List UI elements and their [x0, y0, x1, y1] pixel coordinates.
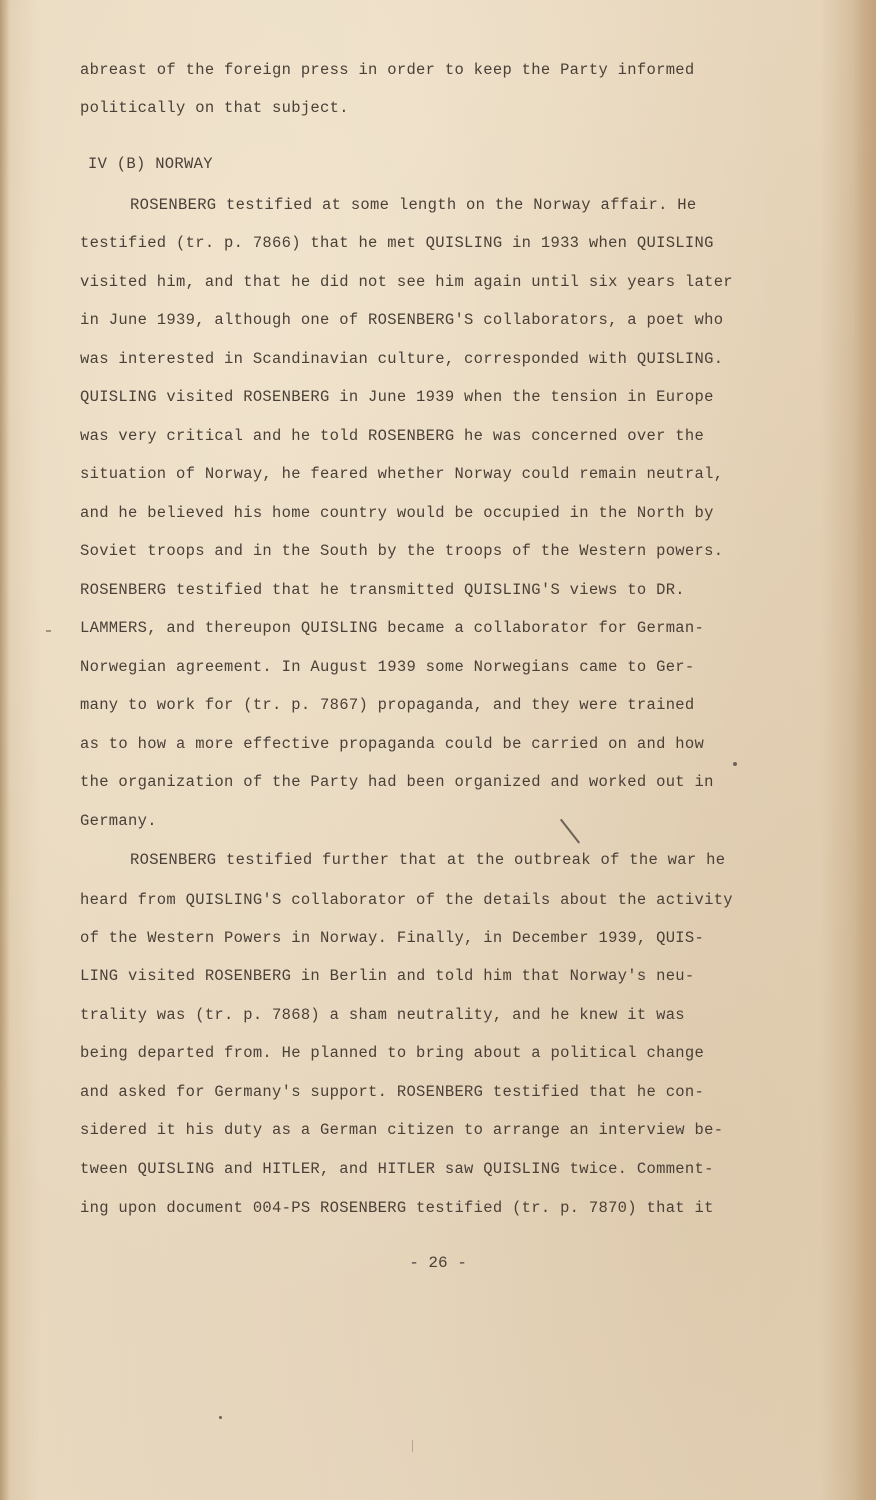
paper-speck	[219, 1416, 222, 1419]
text-line: being departed from. He planned to bring about a political change	[80, 1044, 705, 1062]
text-line: many to work for (tr. p. 7867) propaganda, and they were trained	[80, 696, 695, 714]
text-line: sidered it his duty as a German citizen to arrange an interview be-	[80, 1121, 724, 1139]
text-line: ROSENBERG testified further that at the outbreak of the war he	[130, 851, 726, 869]
text-line: politically on that subject.	[80, 99, 349, 117]
text-line: trality was (tr. p. 7868) a sham neutrality, and he knew it was	[80, 1006, 685, 1024]
text-line: tween QUISLING and HITLER, and HITLER saw QUISLING twice. Comment-	[80, 1160, 714, 1178]
text-line: ROSENBERG testified at some length on the Norway affair. He	[130, 196, 697, 214]
paper-speck	[46, 630, 51, 632]
page-right-edge-shadow	[854, 0, 876, 1500]
text-line: Soviet troops and in the South by the troops of the Western powers.	[80, 542, 724, 560]
text-line: Germany.	[80, 812, 157, 830]
text-line: QUISLING visited ROSENBERG in June 1939 when the tension in Europe	[80, 388, 714, 406]
text-line: was interested in Scandinavian culture, corresponded with QUISLING.	[80, 350, 724, 368]
section-heading: IV (B) NORWAY	[88, 155, 213, 173]
text-line: as to how a more effective propaganda could be carried on and how	[80, 735, 705, 753]
paper-speck	[412, 1440, 413, 1452]
text-line: of the Western Powers in Norway. Finally, in December 1939, QUIS-	[80, 929, 705, 947]
pen-stroke-mark	[560, 819, 580, 844]
text-line: ing upon document 004-PS ROSENBERG testified (tr. p. 7870) that it	[80, 1199, 714, 1217]
text-line: and he believed his home country would be occupied in the North by	[80, 504, 714, 522]
text-line: and asked for Germany's support. ROSENBERG testified that he con-	[80, 1083, 705, 1101]
page-number: - 26 -	[409, 1254, 467, 1272]
text-line: visited him, and that he did not see him again until six years later	[80, 273, 733, 291]
text-line: in June 1939, although one of ROSENBERG'S collaborators, a poet who	[80, 311, 724, 329]
text-line: testified (tr. p. 7866) that he met QUISLING in 1933 when QUISLING	[80, 234, 714, 252]
paper-speck	[733, 762, 737, 766]
page-left-edge-shadow	[0, 0, 10, 1500]
text-line: the organization of the Party had been organized and worked out in	[80, 773, 714, 791]
text-line: was very critical and he told ROSENBERG he was concerned over the	[80, 427, 705, 445]
text-line: situation of Norway, he feared whether Norway could remain neutral,	[80, 465, 724, 483]
text-line: Norwegian agreement. In August 1939 some Norwegians came to Ger-	[80, 658, 695, 676]
text-line: heard from QUISLING'S collaborator of the details about the activity	[80, 891, 733, 909]
text-line: abreast of the foreign press in order to keep the Party informed	[80, 61, 695, 79]
text-line: LAMMERS, and thereupon QUISLING became a collaborator for German-	[80, 619, 705, 637]
text-line: LING visited ROSENBERG in Berlin and told him that Norway's neu-	[80, 967, 695, 985]
text-line: ROSENBERG testified that he transmitted QUISLING'S views to DR.	[80, 581, 685, 599]
